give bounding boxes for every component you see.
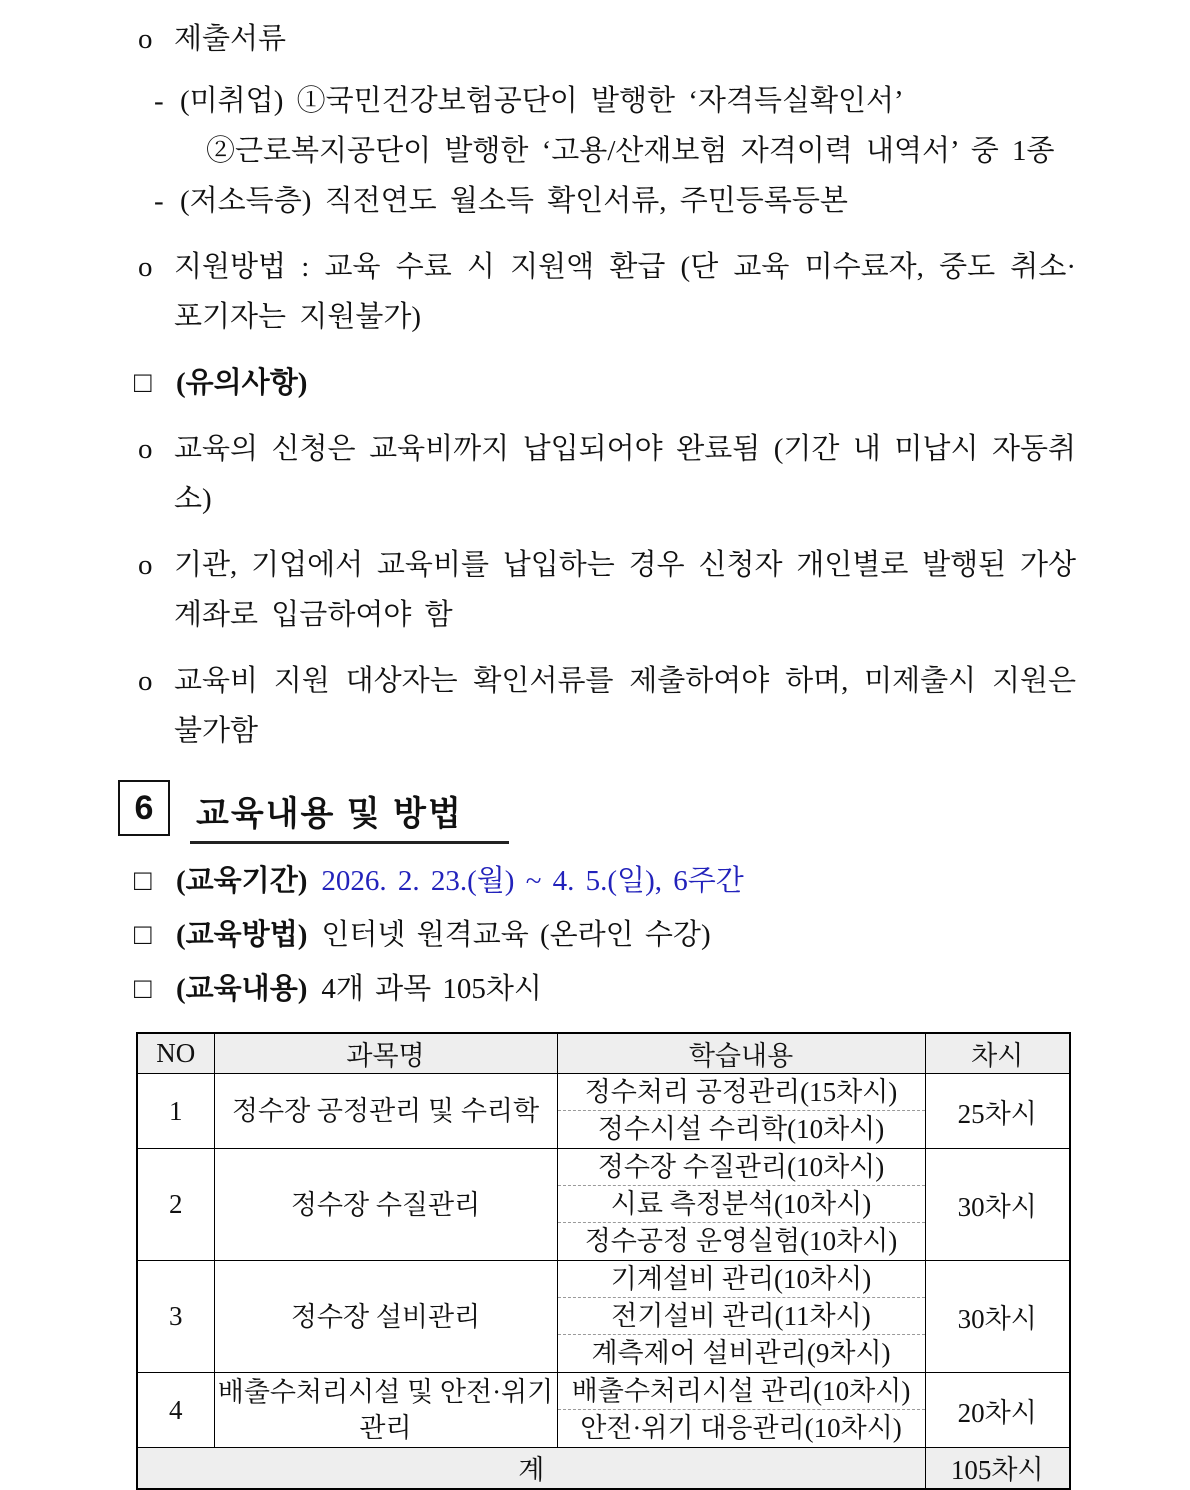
table-header-row xyxy=(137,1033,1070,1074)
section-number-box: 6 xyxy=(118,780,170,836)
detail-content xyxy=(134,962,1076,1016)
square-marker: □ xyxy=(134,865,152,897)
bullet-unemployed-docs xyxy=(154,76,1076,176)
col-header-sessions: 차시 xyxy=(925,1033,1070,1074)
detail-method xyxy=(134,908,1076,962)
cell-sessions: 20차시 xyxy=(925,1373,1070,1448)
cell-subject: 정수장 공정관리 및 수리학 xyxy=(214,1074,557,1149)
col-header-contents: 학습내용 xyxy=(557,1033,925,1074)
content-line: 정수처리 공정관리(15차시) xyxy=(558,1074,925,1111)
content-line: 전기설비 관리(11차시) xyxy=(558,1298,925,1335)
table-row xyxy=(137,1149,1070,1261)
bullet-line-1: (미취업) ①국민건강보험공단이 발행한 ‘자격득실확인서’ xyxy=(180,85,904,117)
bullet-caution-2 xyxy=(138,540,1076,640)
bullet-text: 지원방법 : 교육 수료 시 지원액 환급 (단 교육 미수료자, 중도 취소·포기자는 지원불가) xyxy=(174,251,1076,333)
content-line: 정수공정 운영실험(10차시) xyxy=(584,1226,898,1256)
square-marker: □ xyxy=(134,973,152,1005)
detail-value-content: 4개 과목 105차시 xyxy=(321,973,542,1005)
col-header-subject: 과목명 xyxy=(214,1033,557,1074)
content-line: 정수시설 수리학(10차시) xyxy=(597,1114,885,1144)
dash-marker: - xyxy=(154,185,164,217)
cell-subject: 정수장 수질관리 xyxy=(214,1149,557,1261)
col-header-no: NO xyxy=(137,1033,214,1074)
bullet-text xyxy=(180,76,1076,176)
curriculum-table xyxy=(136,1032,1071,1490)
detail-label: (교육기간) xyxy=(176,865,308,897)
cell-subject: 정수장 설비관리 xyxy=(214,1261,557,1373)
caution-label: (유의사항) xyxy=(176,367,308,399)
content-line: 배출수처리시설 관리(10차시) xyxy=(558,1373,925,1410)
bullet-marker: o xyxy=(138,23,153,55)
cell-sessions: 25차시 xyxy=(925,1074,1070,1149)
bullet-text: 교육비 지원 대상자는 확인서류를 제출하여야 하며, 미제출시 지원은 불가함 xyxy=(174,665,1076,747)
bullet-text: (저소득층) 직전연도 월소득 확인서류, 주민등록등본 xyxy=(180,185,848,217)
content-line: 기계설비 관리(10차시) xyxy=(558,1261,925,1298)
detail-label: (교육방법) xyxy=(176,919,308,951)
total-value: 105차시 xyxy=(925,1448,1070,1489)
table-total-row xyxy=(137,1448,1070,1489)
cell-contents xyxy=(557,1373,925,1448)
content-line: 계측제어 설비관리(9차시) xyxy=(591,1338,891,1368)
bullet-marker: o xyxy=(138,433,153,465)
bullet-marker: o xyxy=(138,665,153,697)
content-line: 안전·위기 대응관리(10차시) xyxy=(580,1413,902,1443)
cell-subject: 배출수처리시설 및 안전·위기관리 xyxy=(214,1373,557,1448)
bullet-text: 기관, 기업에서 교육비를 납입하는 경우 신청자 개인별로 발행된 가상계좌로 입금하여야 함 xyxy=(174,549,1076,631)
square-marker: □ xyxy=(134,367,152,399)
bullet-marker: o xyxy=(138,251,153,283)
table-row xyxy=(137,1373,1070,1448)
detail-label: (교육내용) xyxy=(176,973,308,1005)
table-row xyxy=(137,1261,1070,1373)
cell-sessions: 30차시 xyxy=(925,1149,1070,1261)
bullet-text: 제출서류 xyxy=(174,23,287,55)
caution-heading xyxy=(134,358,1076,408)
bullet-text: 교육의 신청은 교육비까지 납입되어야 완료됨 (기간 내 미납시 자동취소) xyxy=(174,433,1076,515)
cell-no: 3 xyxy=(137,1261,214,1373)
section-header xyxy=(118,780,1076,844)
table-row xyxy=(137,1074,1070,1149)
detail-period xyxy=(134,854,1076,908)
detail-value-method: 인터넷 원격교육 (온라인 수강) xyxy=(321,919,711,951)
cell-contents xyxy=(557,1074,925,1149)
bullet-caution-1 xyxy=(138,424,1076,524)
bullet-lowincome-docs xyxy=(154,176,1076,226)
bullet-submit-docs xyxy=(138,14,1076,64)
bullet-support-method xyxy=(138,242,1076,342)
cell-no: 2 xyxy=(137,1149,214,1261)
dash-marker: - xyxy=(154,85,164,117)
content-line: 시료 측정분석(10차시) xyxy=(558,1186,925,1223)
detail-value-period: 2026. 2. 23.(월) ~ 4. 5.(일), 6주간 xyxy=(321,865,744,897)
square-marker: □ xyxy=(134,919,152,951)
bullet-caution-3 xyxy=(138,656,1076,756)
cell-sessions: 30차시 xyxy=(925,1261,1070,1373)
total-label: 계 xyxy=(137,1448,925,1489)
bullet-marker: o xyxy=(138,549,153,581)
bullet-line-2: ②근로복지공단이 발행한 ‘고용/산재보험 자격이력 내역서’ 중 1종 xyxy=(206,135,1055,167)
cell-contents xyxy=(557,1149,925,1261)
cell-contents xyxy=(557,1261,925,1373)
content-line: 정수장 수질관리(10차시) xyxy=(558,1149,925,1186)
cell-no: 4 xyxy=(137,1373,214,1448)
section-title: 교육내용 및 방법 xyxy=(190,780,509,844)
cell-no: 1 xyxy=(137,1074,214,1149)
